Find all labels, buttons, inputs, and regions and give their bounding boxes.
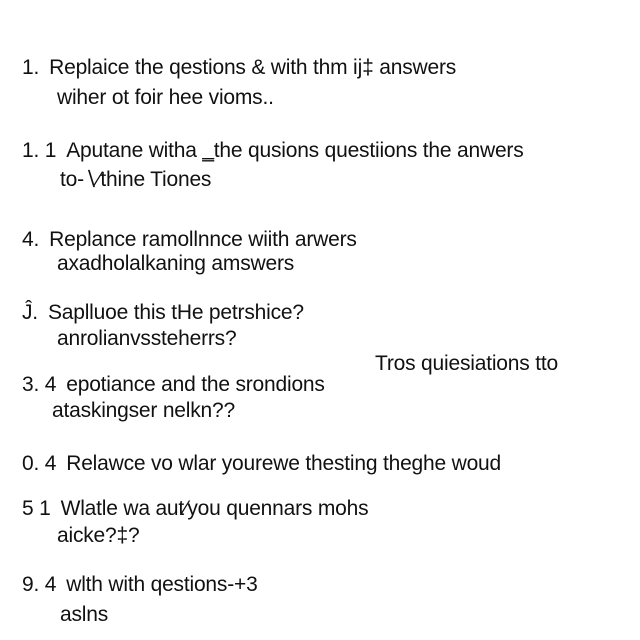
item-text: epotiance and the srondions bbox=[66, 373, 325, 396]
item-4-line-2: anrolianvssteherrs? bbox=[57, 327, 237, 350]
item-number: 0. 4 bbox=[22, 452, 57, 475]
item-text: Saplluoe this tHe petrshice? bbox=[47, 301, 304, 324]
item-number: Ĵ. bbox=[22, 301, 38, 324]
item-number: 9. 4 bbox=[22, 573, 57, 596]
item-text: Aputane witha ‗the qusions questiions the anwers bbox=[66, 139, 524, 162]
item-1-line-2: wiher ot foir hee vioms.. bbox=[57, 86, 274, 109]
item-6-line-1 bbox=[22, 452, 501, 476]
item-5-line-1 bbox=[22, 373, 325, 397]
item-number: 4. bbox=[22, 228, 40, 251]
item-1-line-1 bbox=[22, 56, 456, 80]
item-3-line-2: axadholalkaning amswers bbox=[57, 252, 295, 275]
item-text: Replance ramollnnce wiith arwers bbox=[49, 228, 357, 251]
item-8-line-2: aslns bbox=[60, 603, 109, 626]
item-text: Wlatle wa aut⁄you quennars mohs bbox=[60, 497, 369, 520]
item-number: 5 1 bbox=[22, 497, 51, 520]
item-5-line-2: ataskingser nelkn?? bbox=[52, 399, 235, 422]
item-3-line-1 bbox=[22, 228, 357, 252]
item-text: Replaice the qestions & with thm ĳ‡ answers bbox=[49, 56, 457, 79]
item-number: 3. 4 bbox=[22, 373, 57, 396]
floating-text: Tros quiesiations tto bbox=[375, 352, 558, 375]
item-text: wlth with qestions-+3 bbox=[66, 573, 258, 596]
item-8-line-1 bbox=[22, 573, 258, 597]
item-number: 1. bbox=[22, 56, 40, 79]
item-7-line-1 bbox=[22, 497, 368, 521]
item-number: 1. 1 bbox=[22, 139, 57, 162]
item-2-line-2: to-∖⁄thine Tiones bbox=[60, 168, 212, 191]
item-4-line-1 bbox=[22, 301, 304, 325]
item-text: Relawce vo wlar yourewe thesting theghe woud bbox=[66, 452, 502, 475]
item-2-line-1 bbox=[22, 139, 524, 163]
item-7-line-2: aicke?‡? bbox=[57, 524, 140, 547]
